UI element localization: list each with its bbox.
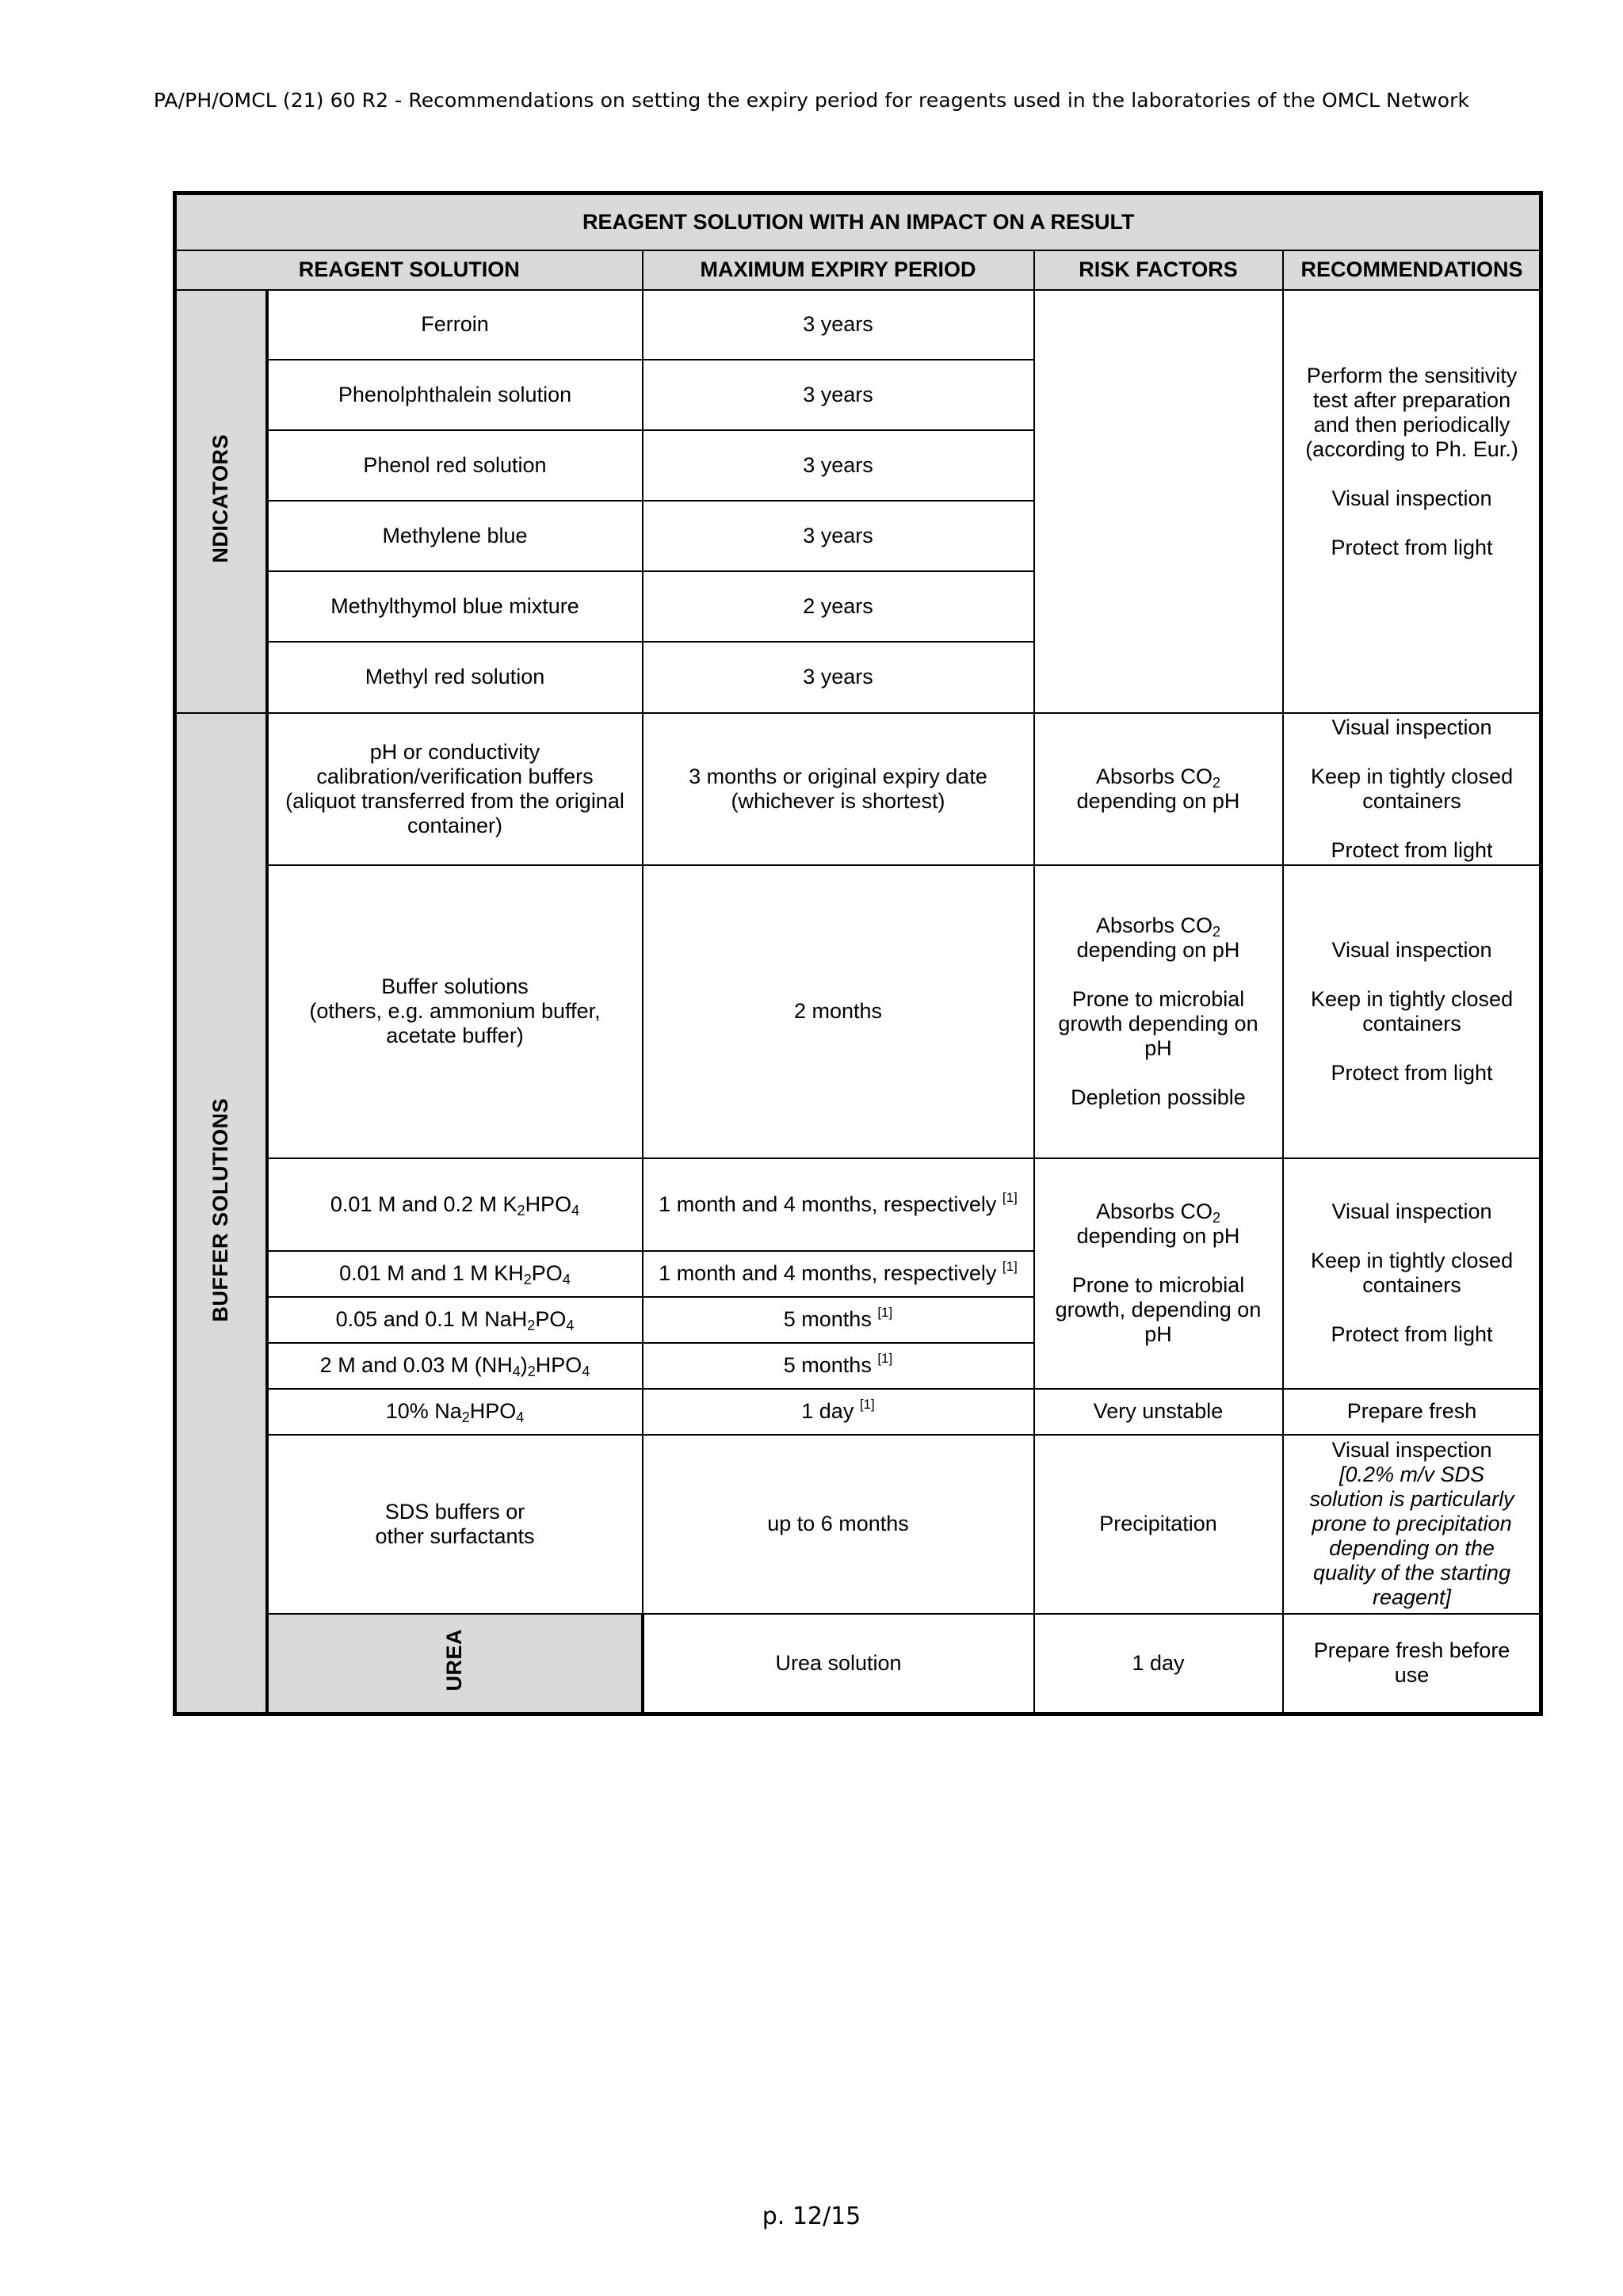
text-line: Protect from light xyxy=(1331,837,1493,862)
expiry-cell: 2 years xyxy=(643,571,1034,642)
text-line: depending on pH xyxy=(1076,1224,1240,1248)
expiry-cell: up to 6 months xyxy=(643,1435,1034,1614)
text-line: pH or conductivity xyxy=(369,739,540,764)
reagent-cell: Ferroin xyxy=(267,290,643,360)
reagent-cell: Urea solution xyxy=(643,1614,1034,1714)
expiry-cell: 3 years xyxy=(643,290,1034,360)
text-line: Visual inspection xyxy=(1331,937,1492,962)
text-line: solution is particularly xyxy=(1309,1487,1514,1511)
text-line: reagent] xyxy=(1372,1585,1452,1609)
expiry-cell xyxy=(643,713,1034,865)
category-urea xyxy=(267,1614,643,1714)
reagent-expiry-table xyxy=(173,191,1543,1716)
rec-protect-light: Protect from light xyxy=(1331,535,1493,559)
text-line: containers xyxy=(1362,1273,1461,1297)
text-line: Protect from light xyxy=(1331,1322,1493,1346)
text-line: growth, depending on xyxy=(1055,1298,1262,1322)
text-line: Absorbs $CO_2$ xyxy=(1095,764,1221,791)
expiry-cell: 3 years xyxy=(643,360,1034,430)
text-line: prone to precipitation xyxy=(1312,1512,1512,1535)
text-line: Keep in tightly closed xyxy=(1310,1249,1514,1272)
category-buffer-solutions xyxy=(175,713,267,1714)
text-line: Absorbs $CO_2$ xyxy=(1095,913,1221,940)
expiry-cell: 3 years xyxy=(643,501,1034,571)
risk-cell xyxy=(1283,1614,1541,1714)
text-line: SDS buffers or xyxy=(384,1499,525,1524)
risk-cell xyxy=(1034,865,1283,1158)
text-line: Keep in tightly closed xyxy=(1310,986,1514,1011)
column-header-reagent: REAGENT SOLUTION xyxy=(175,250,643,290)
page-number: p. 12/15 xyxy=(762,2203,861,2230)
expiry-cell: 1 day [1] xyxy=(643,1389,1034,1435)
rec-line: and then periodically xyxy=(1313,412,1510,437)
text-line: [0.2% m/v SDS xyxy=(1338,1463,1485,1486)
column-header-recommendations: RECOMMENDATIONS xyxy=(1283,250,1541,290)
text-line: Prone to microbial xyxy=(1071,986,1245,1011)
expiry-cell: 1 month and 4 months, respectively [1] xyxy=(643,1158,1034,1251)
recommendations-indicators xyxy=(1283,290,1541,713)
column-header-expiry: MAXIMUM EXPIRY PERIOD xyxy=(643,250,1034,290)
recommendations-cell xyxy=(1283,865,1541,1158)
reagent-cell: 0.01 M and 1 M $KH_2PO_4$ xyxy=(267,1251,643,1297)
risk-cell-empty xyxy=(1034,290,1283,713)
text-line: containers xyxy=(1362,1011,1461,1035)
reagent-cell: Phenolphthalein solution xyxy=(267,360,643,430)
reagent-cell: Phenol red solution xyxy=(267,430,643,501)
expiry-cell: 2 months xyxy=(643,865,1034,1158)
risk-cell xyxy=(1034,713,1283,865)
category-indicators xyxy=(175,290,267,713)
reagent-cell xyxy=(267,713,643,865)
category-indicators-label: NDICATORS xyxy=(208,433,233,563)
expiry-cell: 1 day xyxy=(1034,1614,1283,1714)
expiry-cell: 5 months [1] xyxy=(643,1297,1034,1343)
text-line: 3 months or original expiry date xyxy=(689,764,987,788)
text-line: Absorbs $CO_2$ xyxy=(1095,1199,1221,1226)
text-line: (others, e.g. ammonium buffer, xyxy=(309,999,601,1023)
text-line: depending on the xyxy=(1329,1536,1495,1560)
risk-cell: Precipitation xyxy=(1034,1435,1283,1614)
text-line: depending on pH xyxy=(1076,788,1240,813)
reagent-cell xyxy=(267,1435,643,1614)
text-line: (aliquot transferred from the original xyxy=(285,788,624,813)
expiry-cell: 3 years xyxy=(643,430,1034,501)
document-header: PA/PH/OMCL (21) 60 R2 - Recommendations on setting the expiry period for reagents used in the laboratories of the OMCL Network xyxy=(153,89,1470,112)
text-line: calibration/verification buffers xyxy=(316,764,594,788)
rec-line: (according to Ph. Eur.) xyxy=(1305,437,1518,461)
recommendations-cell xyxy=(1283,713,1541,865)
text-line: other surfactants xyxy=(375,1524,535,1548)
text-line: Visual inspection xyxy=(1331,1199,1492,1223)
text-line: Prone to microbial xyxy=(1071,1273,1245,1297)
text-line: Depletion possible xyxy=(1071,1085,1246,1109)
text-line: Prepare fresh before xyxy=(1313,1638,1510,1663)
text-line: container) xyxy=(407,813,503,837)
reagent-cell: 2 M and 0.03 M $(NH_4)_2HPO_4$ xyxy=(267,1343,643,1389)
rec-line: Perform the sensitivity xyxy=(1306,363,1518,387)
reagent-cell xyxy=(267,865,643,1158)
text-line: Visual inspection xyxy=(1331,715,1492,739)
text-line: pH xyxy=(1144,1322,1172,1346)
reagent-cell: Methyl red solution xyxy=(267,642,643,713)
text-line: pH xyxy=(1144,1035,1172,1060)
column-header-risk: RISK FACTORS xyxy=(1034,250,1283,290)
rec-sensitivity-test xyxy=(1290,364,1534,462)
risk-cell: Very unstable xyxy=(1034,1389,1283,1435)
text-line: Keep in tightly closed xyxy=(1310,764,1514,788)
recommendations-cell xyxy=(1283,1435,1541,1614)
text-line: acetate buffer) xyxy=(386,1024,524,1047)
reagent-cell: 0.01 M and 0.2 M $K_2HPO_4$ xyxy=(267,1158,643,1251)
rec-visual-inspection: Visual inspection xyxy=(1331,486,1492,510)
text-line: (whichever is shortest) xyxy=(731,788,945,813)
text-line: quality of the starting xyxy=(1312,1561,1511,1585)
category-urea-label: UREA xyxy=(442,1629,466,1691)
expiry-cell: 3 years xyxy=(643,642,1034,713)
recommendations-cell: Prepare fresh xyxy=(1283,1389,1541,1435)
text-line: use xyxy=(1394,1663,1430,1688)
recommendations-cell xyxy=(1283,1158,1541,1389)
text-line: containers xyxy=(1362,788,1461,813)
risk-cell xyxy=(1034,1158,1283,1389)
text-line: Buffer solutions xyxy=(381,974,529,998)
text-line: depending on pH xyxy=(1076,937,1240,962)
reagent-cell: 0.05 and 0.1 M $NaH_2PO_4$ xyxy=(267,1297,643,1343)
text-line: Protect from light xyxy=(1331,1060,1493,1085)
reagent-cell: Methylene blue xyxy=(267,501,643,571)
expiry-cell: 5 months [1] xyxy=(643,1343,1034,1389)
text-line: Visual inspection xyxy=(1331,1438,1492,1462)
category-buffer-label: BUFFER SOLUTIONS xyxy=(208,1098,233,1322)
expiry-cell: 1 month and 4 months, respectively [1] xyxy=(643,1251,1034,1297)
reagent-cell: 10% $Na_2HPO_4$ xyxy=(267,1389,643,1435)
reagent-cell: Methylthymol blue mixture xyxy=(267,571,643,642)
table-title: REAGENT SOLUTION WITH AN IMPACT ON A RESULT xyxy=(175,193,1541,250)
rec-line: test after preparation xyxy=(1312,387,1511,412)
text-line: growth depending on xyxy=(1058,1011,1258,1035)
